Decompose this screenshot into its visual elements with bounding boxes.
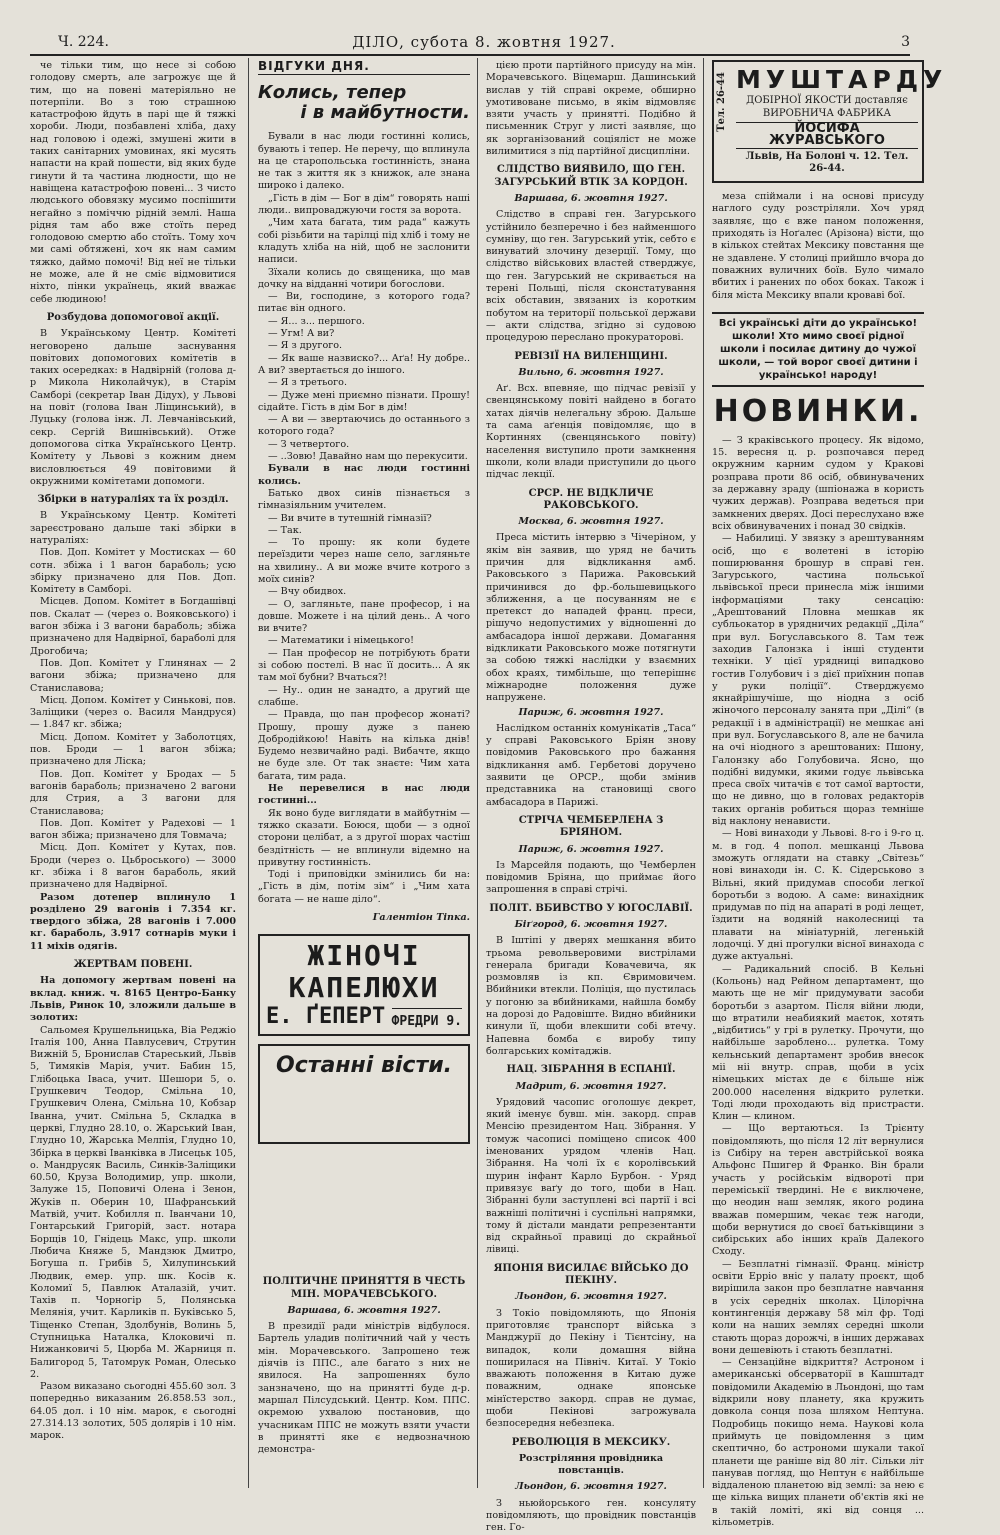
issue-number: Ч. 224. [58, 34, 109, 50]
paragraph: Бували в нас люди гостинні колись. [258, 463, 470, 487]
blank-space [258, 1148, 470, 1270]
hats-ad-name: Е. ҐЕПЕРТ [266, 1004, 386, 1030]
paragraph: — З четвертого. [268, 438, 350, 450]
paragraph: — Пан професор не потрібують брати зі собою постелі. В нас її досить... А як там мої бубни? Вчаться?! [258, 647, 470, 684]
paragraph: Як воно буде виглядати в майбутнім — тяжко сказати. Боюся, щоби — з одної сторони целібат, а з другої шорах частіш бездітність — не вплинули відемно на привутну гостинність. [258, 807, 470, 868]
paragraph: Разом виказано сьогодні 455.60 зол. З попередньо виказаним 26.858.53 зол., 64.05 дол. і 10 нім. марок, є сьогодні 27.314.13 золотих, 505 долярів і 10 нім. марок. [30, 1381, 236, 1442]
author-signature: Галентіон Тіпка. [372, 912, 470, 923]
subheading: Збірки в натураліях та їх розділ. [37, 494, 229, 506]
subheading: ЖЕРТВАМ ПОВЕНІ. [73, 959, 193, 971]
column-divider [477, 58, 478, 1488]
news-section-heading: НОВИНКИ. [713, 393, 923, 429]
masthead [58, 34, 910, 56]
paragraph: В Українському Центр. Комітеті зареєстровано дальше такі збірки в натураліях: [30, 510, 236, 546]
paragraph: — Ну.. один не занадто, а другий ще слабше. [258, 684, 470, 708]
hats-ad-firm [266, 1004, 462, 1030]
paragraph: З ньюйорського ген. консуляту повідомляють, що провідник повстанців ген. Го- [486, 1497, 696, 1534]
paragraph: Пов. Доп. Комітет у Глинянах — 2 вагони збіжа; призначено для Станиславова; [30, 657, 236, 694]
hats-ad-address: ФРЕДРИ 9. [392, 1008, 462, 1036]
latest-news-heading: Останні вісти. [276, 1053, 452, 1079]
paragraph: Не перевелися в нас люди гостинні... [258, 783, 470, 807]
paragraph: меза спіймали і на основі присуду наглого суду розстріляли. Хоч уряд заявляє, що є вже паном положення, приходять із Ноґалес (Арізона) вісти, що в кількох стейтах Мексику повстання ще не здавлене. У столиці прийшло вчора до поважних вуличних боїв. Було чимало вбитих і ранених по обох боках. Також і біля міста Мексику впали кровавi бої. [712, 191, 924, 301]
paragraph: Слідство в справі ген. Загурського устійнило безперечно і без найменшого сумніву, що ген. Загурський утік, себто є винуватий злочину дезерції. Тому, що слідство військових властей стверджує, що ген. Загурський не скривається на терені Польщі, після сконстатування всіх обставин, звязаних із коротким побутом на території польської держави — акти слідства, згідно зі судовою процедурою переслано прокураторові. [486, 209, 696, 344]
paragraph: — Я з третього. [268, 377, 348, 389]
paragraph: — Угм! А ви? [268, 328, 335, 340]
paragraph: — З краківського процесу. Як відомо, 15. вересня ц. р. розпочався перед окружним карним судом у Кракові розправа проти 86 осіб, обвинувачених за державну зраду (шпіонажа в користь чужих держав). Розправа ведеться при замкнених дверях. Досі переслухано вже всіх обвинувачених і понад 30 свідків. [712, 434, 924, 532]
feature-title-line-2: і в майбутности. [300, 102, 470, 124]
ad-address: Львів, На Болоні ч. 12. Тел. 26-44. [745, 150, 909, 174]
ad-company-name: ЙОСИФА ЖУРАВСЬКОГО [736, 122, 918, 149]
subheading: ЯПОНІЯ ВИСИЛАЄ ВІЙСЬКО ДО ПЕКІНУ. [493, 1262, 689, 1287]
column-1 [30, 60, 236, 1495]
feature-title [258, 83, 470, 123]
column-divider [703, 58, 704, 1488]
subheading: РЕВОЛЮЦІЯ В МЕКСИКУ. [511, 1436, 671, 1448]
dateline: Льондон, 6. жовтня 1927. [515, 1481, 667, 1493]
subheading-secondary: Розстріляння провідника повстанців. [518, 1452, 664, 1477]
paragraph: — Радикальний спосіб. В Кельні (Кольонь) над Рейном департамент, що мають ще не міг придумувати засоби боротьби з азартом. Після війни люди, що втратили неабиякий маєток, хотять „відбитись“ у грі в рулетку. Прочути, що найбільше зароблено... рулетка. Тому кельнський департамент зробив внесок міі ніі внутр. справ, щоби в усіх німецьких містах де є більше ніж 200.000 населення відкрито рулетки. Тоді люди проходають від пристрасти. Клин — клином. [712, 963, 924, 1123]
paragraph: — Я... з... першого. [268, 315, 365, 327]
paragraph: „Чим хата багата, тим рада“ кажуть собі різьбити на тарілці під хліб і тому не кладуть хліба на ній, щоб не заслонити написи. [258, 217, 470, 266]
dateline: Париж, 6. жовтня 1927. [518, 843, 664, 855]
ad-phone: Тел. 26-44 [716, 72, 727, 132]
dateline: Москва, 6. жовтня 1927. [518, 516, 664, 528]
paragraph: че тільки тим, що несе зі собою голодову смерть, але загрожує ще й тим, що на повені матеріяльно не потерпіли. Во з тою страшною катастрофою йдуть в парі ще й тяжкі хороби. Люди, позбавлені хліба, даху над головою і одежі, змушені жити в таких санітарних умовинах, які мусять напасти на край пошести, від яких буде гинути й та частина людности, що не навіщена катастрофою повені... З чисто людського обовязку мусимо поспішити негайно з поміччю рідній землі. Нашa рідня там або вже стоїть перед голодовою смертю або стоїть. Тому хоч ми самі обтяжені, хоч як нам самим тяжко, даймо помочі! Від неї не тільки не можe, але й не сміє відмовитися ніхто, пінки українець, який вважає себе людиною! [30, 60, 236, 305]
column-4 [712, 60, 948, 1529]
paragraph: Місц. Доп. Комітет у Кутах, пов. Броди (через о. Цьброського) — 3000 кг. збіжа і 8 вагон бараболь, який призначено для Надвірної. [30, 842, 236, 891]
paragraph: В Іштіпі у дверях мешкання вбито трьома револьверовими вистрілами генерала бригади Ковачевича, як розмовляв із кп. Євримовичем. Вбийники втекли. Поліція, що пустилась у погоню за вбийниками, найшла бомбу на дорозі до Радовіште. Видно вбийники кинули її, щоби влекшити собі втечу. Напевна бомба є виробу типу болгарських комітаджів. [486, 935, 696, 1057]
paragraph: Разом дотепер вплинуло 1 розділено 29 вагонів і 7.354 кг. твердого збіжа, 28 вагонів і 7.000 кг. бараболь, 3.917 сотнарів муки і 11 міхів одягів. [30, 891, 236, 952]
column-2 [258, 60, 470, 1456]
paragraph: В Українському Центр. Комітеті неговорено дальше заснування повітових допомогових комітетів в таких осередках: в Надвірній (голова д-р Микола Николайчук), в Старім Самборі (секретар Іван Дідух), у Львові на повіт (голова Іван Ліщинський), в Луцьку (голова інж. Л. Левчанівський, секр. Сергій Вишнівський). Отже допомогова сітка Українського Центр. Комітету у Львові з кожним днем висловлюється 49 повітовими й окружними комітетами допомоги. [30, 328, 236, 487]
paragraph: — Набилиці. У звязку з арештуванням осіб, що є волетені в історію поширювання брошур в справі ген. Загурського, частина польської львівської преси принесла між іншими інформаціями таку сенсацію: „Арештований Пловна мешкав як субльокатор в урядничих редакції „Діла“ при вул. Богуславського 8. Там теж заходив Галонзка і інші студенти техніки. У цієї урядниці випадково гостив Голубович і з дієї приїхнин попав у руки поліції“. Стверджуємо якнайрішучіше, що ніодна з осіб жіночого персоналу занята при „Ділі“ (в редакції і в адміністрації) не мешкає ані при вул. Богуславського 8, але не бачила на очі ніодного з арештованих: Пшону, Галонзку або Голубовича. Ясно, що подібні видумки, якими годує львівська преса своїх читачів є тот самої вартости, що не дивно, що в головах редакторів таких органів робиться щораз темніше від наклону ненависти. [712, 533, 924, 828]
paragraph: — Сензаційне відкриття? Астроном і американські обсерваторії в Кашштадт повідомили Академію в Льондоні, що там відкрили нову планету, яка кружить довкола сонця поза шляхом Нептуна. Подробиць покищо нема. Наукові кола приймуть це повідомлення з цим скептично, бо астрономи шукали такої планети ще раніше від 80 літ. Сільки літ панував погляд, що Нептун є найбільше віддаленою планетою від землі: за нею є ще кілька вищих планети об'єктів які не в такій ломіті, які від сонця ... кільометрів. [712, 1357, 924, 1528]
paragraph: Пов. Доп. Комітет у Бродах — 5 вагонів бараболь; призначено 2 вагони для Стрия, а 3 вагони для Станиславова; [30, 768, 236, 817]
latest-news-box [258, 1044, 470, 1144]
subheading: СЛІДСТВО ВИЯВИЛО, ЩО ГЕН. ЗАГУРСЬКИЙ ВТІК ЗА КОРДОН. [494, 164, 688, 188]
paragraph: „Гість в дім — Бог в дім“ говорять наші люди.. випроваджуючи гостя за ворота. [258, 192, 470, 217]
dateline: Париж, 6. жовтня 1927. [518, 706, 664, 718]
paragraph: На допомогу жертвам повені на вклад. книж. ч. 8165 Центро-Банку Львів, Ринок 10, зложили дальше в золотих: [30, 975, 236, 1024]
dateline: Вильно, 6. жовтня 1927. [518, 366, 664, 378]
paragraph: — Нові винаходи у Львові. 8-го і 9-го ц. м. в год. 4 попол. мешканці Львова зможуть оглядати на ставку „Світезь“ нові винаходи ін. С. К. Сідерськово з Вільні, який придумав способи легкої боротьби з водою. А саме: винахідник придумав по під на апараті в роді лещет, їздити на водяній наколесниці та плавати на мініатурній, легенькій лодочці. У дні прогулки вісної винахода с дуже актуальні. [712, 828, 924, 963]
paragraph: — Дуже мені приємно пізнати. Прошу! сідайте. Гість в дім Бог в дім! [258, 389, 470, 413]
paragraph: Наслідком останніх комунікатів „Таса“ у справі Раковського Бріян знову повідомив Раковського про бажання відкликання амб. Гербетові доручено заявити це ОРСР., щоби змінив представника на становищі свого амбасадора в Парижі. [486, 722, 696, 808]
subheading: СРСР. НЕ ВІДКЛИЧЕ РАКОВСЬКОГО. [528, 487, 654, 511]
paragraph: — О, загляньте, пане професор, і на довше. Можете і на цілий день.. А чого ви вчите? [258, 598, 470, 635]
paragraph: Місцев. Допом. Комітет в Богдашівці пов. Скалат — (через о. Вояковського) і вагон збіжа і 3 вагони бараболь; збіжа призначено для Надвірної, бараболі для Дрогобича; [30, 596, 236, 657]
school-notice: Всі українські діти до українсько! школи! Хто мимо своєї рідної школи і посилає дитину до чужої школи, — той ворог своєї дитини і українсько! народу! [712, 312, 924, 387]
paragraph: — Правда, що пан професор жонаті? Прошу, прошу дуже з панею Добродійкою! Навіть на кілька днів! Будемо незвичайно раді. Вибачте, якщо не буде зле. От так знаєте: Чим хата багата, тим рада. [258, 709, 470, 782]
paragraph: Преса містить інтервю з Чічеріном, у якім він заявив, що уряд не бачить причин для відкликання амб. Раковського з Парижа. Раковський причинився до фр.-большевицького зближення, а це посуванням не є претекст до нападей франц. преси, рішучо недопустимих у відношенні до амбасадора іншої держави. Домагання відкликати Раковського може потягнути за собою тяжкі наслідки у взаємних обох краях, тимбільше, що теперішнє міжнародне положення дуже напружене. [486, 532, 696, 704]
paragraph: — Ви вчите в тутешній гімназії? [268, 512, 432, 524]
ad-line: ДОБІРНОЇ ЯКОСТИ доставляє [746, 95, 908, 106]
paragraph: Із Марсейля подають, що Чемберлен повідомив Бріяна, що приймає його запрошення в справі стрічі. [486, 859, 696, 896]
paragraph: — Вчу обидвох. [268, 586, 347, 598]
newspaper-title: ДІЛО, субота 8. жовтня 1927. [352, 33, 616, 51]
paragraph: — ..Зовю! Давайно нам що перекусити. [268, 451, 468, 463]
ad-headline: МУШТАРДУ [736, 65, 948, 94]
paragraph: Батько двох синів пізнається з гімназіяльним учителем. [258, 487, 470, 512]
subheading: РЕВІЗІЇ НА ВИЛЕНЩИНІ. [514, 350, 668, 362]
paragraph: Пов. Доп. Комітет у Мостисках — 60 сотн. збіжа і 1 вагон бараболь; усю збірку призначено для Пов. Доп. Комітету в Самборі. [30, 547, 236, 596]
hats-ad-title: ЖІНОЧІ КАПЕЛЮХИ [288, 939, 440, 1005]
ad-line: ВИРОБНИЧА ФАБРИКА [762, 108, 892, 119]
paragraph: З Токіо повідомляють, що Японія приготовляє транспорт війська з Манджурії до Пекіну і Тієнтсіну, на випадок, коли домашня війна поширилася на Північ. Китаї. У Токіо вважають положення в Китаю дуже поважним, однаке японське мінїстерство закорд. справ не думає, щоби Пекінові загрожувала безпосередня небезпека. [486, 1307, 696, 1430]
hats-advertisement [258, 934, 470, 1036]
paragraph: — Так. [268, 524, 302, 536]
page-number: 3 [901, 34, 910, 50]
paragraph: Місц. Допом. Комітет у Синькові, пов. Заліщики (через о. Василя Мандруся) — 1.847 кг. збіжа; [30, 694, 236, 731]
masthead-rule [30, 54, 910, 56]
paragraph: цією проти партійного присуду на мін. Морачевського. Віцемарш. Дашинський вислав у тій справі окреме, обширно умотивоване письмо, в якім відмовляє взяти участь у принятті. Подібно й письменник Струг у листі заявляє, що як зорганізований соціяліст не може вилимитися з під партійної дисципліни. [486, 60, 696, 158]
dateline: Біґгород, 6. жовтня 1927. [514, 919, 668, 930]
paragraph: В президії ради міністрів відбулося. Бартель уладив політичний чай у честь мін. Морачевського. Запрошено теж діячів із ППС., але багато з них не явилося. На запрошеннях було занзначено, що на принятті буде д-р. маршал Пілсудський. Центр. Ком. ППС. окремою ухвалою постановив, що учасникам ППС не можуть взяти участи в принятті яке є недвозначною демонстра- [258, 1321, 470, 1456]
paragraph: — А ви — звертаючись до останнього з которого года? [258, 414, 470, 438]
paragraph: Бували в нас люди гостинні колись, бувають і тепер. Не перечу, що вплинула на це старопольська гостинність, знана не так з життя як з книжок, але знана широко і далеко. [258, 131, 470, 192]
subheading: ПОЛІТИЧНЕ ПРИНЯТТЯ В ЧЕСТЬ МІН. МОРАЧЕВСЬКОГО. [262, 1276, 466, 1300]
paragraph: Зїхали колись до священика, що мав дочку на відданні чотири богослови. [258, 266, 470, 290]
paragraph: — Безплатні гімназії. Франц. міністр освіти Ерріо вніс у палату проєкт, щоб вирішила закон про безплатне навчання в усіх середніх школах. Цілорічна контингенція державу 58 міл фр. Тоді коли на наших землях середні школи стають щораз дорожчі, в інших державах вони дешевіють і стають безплатні. [712, 1258, 924, 1356]
paragraph: Сальомея Крушельницька, Віа Реджіо Італія 100, Анна Павлусевич, Струтин Вижній 5, Бронислав Стареський, Львів 5, Тимяків Марія, учит. Бабин 15, Глібоцька Іваса, учит. Шешори 5, о. Грушкевич Теодор, Смільна 10, Грушкевич Олена, Смільна 10, Кобзар Іванна, учит. Смільна 5, Складка в церкві, Глудно 28.10, о. Жарський Іван, Глудно 10, Жарська Мелпія, Глудно 10, Збірка в церкві Іванківка в Лисецьк 105, о. Мандрусяк Василь, Синків-Заліщики 60.50, Круза Володимир, упр. школи, Залуже 15, Поповичі Олена і Зенон, Жуків п. Оберин 10, Шафранський Матвій, учит. Кобилля п. Іванчани 10, Гонтарський Григорій, заст. нотара Борщів 10, Гнідець Макс, упр. школи Любича Княже 5, Мандзюк Дмитро, Богуша п. Грибів 5, Хилупинський Людвик, емер. упр. шк. Косів к. Коломиї 5, Павлюк Аталазій, учит. Тахів п. Чорногір 5, Полянська Мелянія, учит. Карликів п. Буківсько 5, Тіщенко Степан, Здолбунів, Волинь 5, Ступницька Наталка, Клоковичі п. Нижанковичі 5, Цюрба М. Жарниця п. Балигород 5, Татомрук Роман, Олесько 2. [30, 1024, 236, 1380]
dateline: Варшава, 6. жовтня 1927. [514, 192, 668, 204]
dateline: Льондон, 6. жовтня 1927. [515, 1291, 667, 1303]
paragraph: Урядовий часопис оголошує декрет, який іменує бувш. мін. закорд. справ Менсію президентом Нац. Зібрання. У томуж часописі поміщено список 400 іменованих урядом членів Нац. Зібрання. На чолі їх є королівський шурин інфант Карло Бурбон. - Уряд привязує ваґу до того, щоби в Нац. Зібранні були заступлені всі партії і всі важніші політичні і суспільні напрямки, тому й дістали мандати репрезентанти від скрайньої правиці до скрайньої лівиці. [486, 1096, 696, 1256]
paragraph: — То прошу: як коли будете переїздити через наше село, загляньте на хвилину.. А ви може вчите котрого з моїх синів? [258, 537, 470, 585]
paragraph: Місц. Допом. Комітет у Заболотцях, пов. Броди — 1 вагон збіжа; призначено для Ліска; [30, 731, 236, 768]
dateline: Варшава, 6. жовтня 1927. [287, 1304, 441, 1316]
paragraph: — Що вертаються. Із Трієнту повідомляють, що після 12 літ вернулися із Сибіру на терен австрійської вояка Альфонс Пшигер й Франко. Він брали участь у російськім відвороті при переміськії твердині. Не є виключене, що неодин наш земляк, якого родина вважав помершим, чекає теж нагоди, щоби вернутися до своєї батьківщини з сибірських або інших країв Далекого Сходу. [712, 1123, 924, 1258]
paragraph: Тоді і приповідки змінились би на: „Гість в дім, потім зім“ і „Чим хата богата — не наше діло“. [258, 869, 470, 905]
subheading: СТРІЧА ЧЕМБЕРЛЕНА З БРІЯНОМ. [518, 814, 664, 839]
paragraph: — Математики і німецького! [268, 635, 415, 647]
paragraph: — Я з другого. [268, 340, 343, 352]
column-divider [248, 58, 249, 1488]
section-tag: ВІДГУКИ ДНЯ. [258, 60, 470, 75]
feature-title-line-1: Колись, тепер [258, 82, 407, 104]
column-3 [486, 60, 696, 1535]
dateline: Мадрит, 6. жовтня 1927. [515, 1080, 667, 1092]
subheading: ПОЛІТ. ВБИВСТВО У ЮГОСЛАВІЇ. [489, 902, 693, 914]
subheading: Розбудова допомогової акції. [46, 311, 220, 323]
paragraph: Аґ. Всх. впевняе, що підчас ревізії у свенцянському повіті найдено в богато хатах діячів нелегальну зброю. Дальше та сама аґенція повідомляє, що в Кортиннях (свенцянського повіту) населення виступило проти замкнення школи, коли влади приступили до цього підчас лекції. [486, 383, 696, 481]
paragraph: — Ви, господине, з которого года? питає він одного. [258, 291, 470, 315]
paragraph: — Як ваше назвиско?... Аґа! Ну добре.. А ви? звертається до іншого. [258, 352, 470, 376]
mustard-advertisement [712, 60, 948, 183]
paragraph: Пов. Доп. Комітет у Радехові — 1 вагон збіжа; призначено для Товмача; [30, 817, 236, 842]
subheading: НАЦ. ЗІБРАННЯ В ЕСПАНІЇ. [506, 1064, 676, 1076]
